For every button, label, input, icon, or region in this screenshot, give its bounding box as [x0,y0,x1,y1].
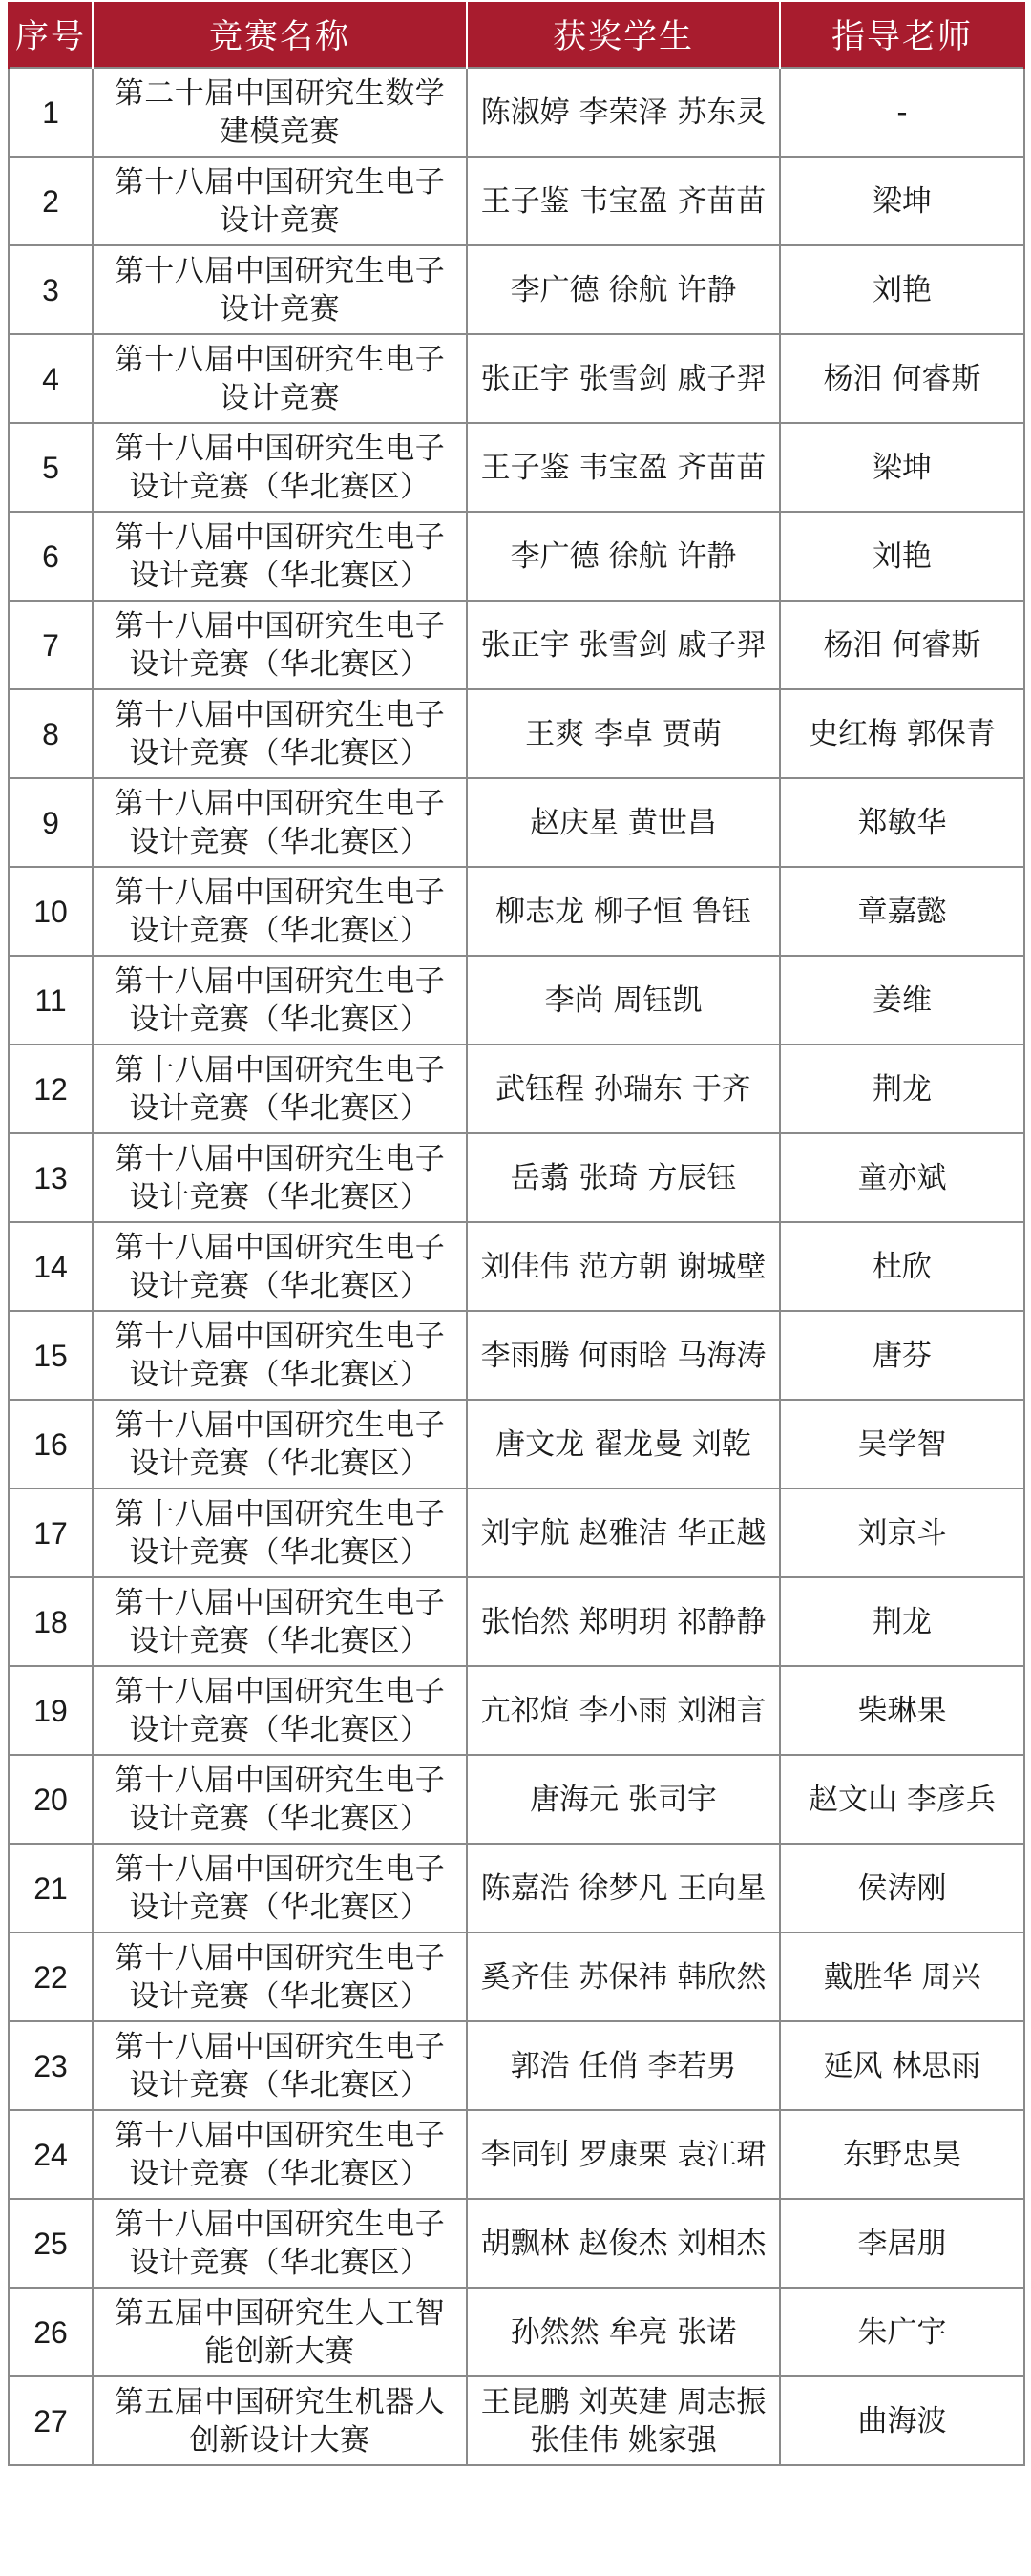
row-competition-name: 第十八届中国研究生电子设计竞赛（华北赛区） [93,956,467,1045]
table-row [9,689,1024,778]
row-serial-number: 11 [9,956,93,1045]
row-serial-number: 16 [9,1400,93,1489]
table-row [9,245,1024,334]
row-competition-name: 第十八届中国研究生电子设计竞赛（华北赛区） [93,1666,467,1755]
row-serial-number: 22 [9,1932,93,2021]
row-students: 李同钊 罗康栗 袁江珺 [467,2110,780,2199]
table-row [9,1489,1024,1577]
row-advisors: 赵文山 李彦兵 [780,1755,1024,1844]
table-row [9,1577,1024,1666]
table-row [9,1400,1024,1489]
table-row [9,2376,1024,2465]
row-serial-number: 27 [9,2376,93,2465]
table-row [9,1311,1024,1400]
table-row [9,157,1024,245]
table-body [9,68,1024,2465]
row-students: 武钰程 孙瑞东 于齐 [467,1045,780,1133]
row-advisors: 东野忠昊 [780,2110,1024,2199]
row-serial-number: 23 [9,2021,93,2110]
row-competition-name: 第十八届中国研究生电子设计竞赛（华北赛区） [93,1133,467,1222]
row-students: 李广德 徐航 许静 [467,512,780,601]
row-advisors: 侯涛刚 [780,1844,1024,1932]
row-students: 王子鉴 韦宝盈 齐苗苗 [467,423,780,512]
row-advisors: 唐芬 [780,1311,1024,1400]
row-competition-name: 第十八届中国研究生电子设计竞赛 [93,334,467,423]
row-students: 陈嘉浩 徐梦凡 王向星 [467,1844,780,1932]
table-row [9,2021,1024,2110]
row-advisors: 杨汨 何睿斯 [780,334,1024,423]
row-competition-name: 第十八届中国研究生电子设计竞赛（华北赛区） [93,1755,467,1844]
row-serial-number: 25 [9,2199,93,2288]
row-serial-number: 8 [9,689,93,778]
row-students: 唐文龙 翟龙曼 刘乾 [467,1400,780,1489]
row-students: 岳翥 张琦 方辰钰 [467,1133,780,1222]
row-serial-number: 3 [9,245,93,334]
row-serial-number: 7 [9,601,93,689]
table-row [9,2199,1024,2288]
table-row [9,423,1024,512]
row-competition-name: 第十八届中国研究生电子设计竞赛（华北赛区） [93,2110,467,2199]
row-competition-name: 第十八届中国研究生电子设计竞赛（华北赛区） [93,1844,467,1932]
row-advisors: 郑敏华 [780,778,1024,867]
row-competition-name: 第十八届中国研究生电子设计竞赛（华北赛区） [93,1045,467,1133]
row-students: 张怡然 郑明玥 祁静静 [467,1577,780,1666]
table-row [9,956,1024,1045]
table-row [9,778,1024,867]
table-header-row [9,2,1024,68]
row-advisors: 史红梅 郭保青 [780,689,1024,778]
row-competition-name: 第十八届中国研究生电子设计竞赛（华北赛区） [93,601,467,689]
row-competition-name: 第十八届中国研究生电子设计竞赛（华北赛区） [93,1489,467,1577]
row-students: 李雨腾 何雨晗 马海涛 [467,1311,780,1400]
header-winning-students: 获奖学生 [467,2,780,68]
row-advisors: 吴学智 [780,1400,1024,1489]
row-competition-name: 第十八届中国研究生电子设计竞赛（华北赛区） [93,1222,467,1311]
row-students: 奚齐佳 苏保祎 韩欣然 [467,1932,780,2021]
table-row [9,2288,1024,2376]
row-serial-number: 9 [9,778,93,867]
row-advisors: 童亦斌 [780,1133,1024,1222]
row-advisors: 杜欣 [780,1222,1024,1311]
row-advisors: 李居朋 [780,2199,1024,2288]
row-students: 亢祁煊 李小雨 刘湘言 [467,1666,780,1755]
row-students: 刘宇航 赵雅洁 华正越 [467,1489,780,1577]
row-students: 张正宇 张雪剑 戚子羿 [467,601,780,689]
table-row [9,1222,1024,1311]
table-row [9,867,1024,956]
row-advisors: 刘艳 [780,512,1024,601]
row-serial-number: 14 [9,1222,93,1311]
row-serial-number: 13 [9,1133,93,1222]
row-competition-name: 第十八届中国研究生电子设计竞赛（华北赛区） [93,423,467,512]
row-advisors: - [780,68,1024,157]
table-row [9,68,1024,157]
row-advisors: 戴胜华 周兴 [780,1932,1024,2021]
row-serial-number: 6 [9,512,93,601]
row-serial-number: 19 [9,1666,93,1755]
table-row [9,334,1024,423]
row-advisors: 荆龙 [780,1045,1024,1133]
row-serial-number: 21 [9,1844,93,1932]
table-row [9,1666,1024,1755]
row-students: 孙然然 牟亮 张诺 [467,2288,780,2376]
row-advisors: 刘艳 [780,245,1024,334]
row-students: 李广德 徐航 许静 [467,245,780,334]
row-advisors: 柴琳果 [780,1666,1024,1755]
row-competition-name: 第十八届中国研究生电子设计竞赛（华北赛区） [93,689,467,778]
row-competition-name: 第五届中国研究生人工智能创新大赛 [93,2288,467,2376]
header-competition-name: 竞赛名称 [93,2,467,68]
row-competition-name: 第十八届中国研究生电子设计竞赛（华北赛区） [93,2199,467,2288]
row-students: 王昆鹏 刘英建 周志振 张佳伟 姚家强 [467,2376,780,2465]
row-competition-name: 第十八届中国研究生电子设计竞赛（华北赛区） [93,2021,467,2110]
row-competition-name: 第十八届中国研究生电子设计竞赛 [93,157,467,245]
row-advisors: 刘京斗 [780,1489,1024,1577]
row-serial-number: 20 [9,1755,93,1844]
row-competition-name: 第十八届中国研究生电子设计竞赛（华北赛区） [93,1400,467,1489]
row-serial-number: 17 [9,1489,93,1577]
row-advisors: 章嘉懿 [780,867,1024,956]
table-row [9,1755,1024,1844]
row-students: 郭浩 任俏 李若男 [467,2021,780,2110]
row-students: 陈淑婷 李荣泽 苏东灵 [467,68,780,157]
row-competition-name: 第十八届中国研究生电子设计竞赛（华北赛区） [93,1932,467,2021]
row-serial-number: 24 [9,2110,93,2199]
row-competition-name: 第十八届中国研究生电子设计竞赛（华北赛区） [93,512,467,601]
row-competition-name: 第十八届中国研究生电子设计竞赛（华北赛区） [93,1311,467,1400]
row-advisors: 梁坤 [780,423,1024,512]
header-serial-number: 序号 [9,2,93,68]
row-advisors: 杨汨 何睿斯 [780,601,1024,689]
row-competition-name: 第二十届中国研究生数学建模竞赛 [93,68,467,157]
row-students: 胡飘林 赵俊杰 刘相杰 [467,2199,780,2288]
row-competition-name: 第五届中国研究生机器人创新设计大赛 [93,2376,467,2465]
row-competition-name: 第十八届中国研究生电子设计竞赛（华北赛区） [93,867,467,956]
table-row [9,1045,1024,1133]
row-advisors: 朱广宇 [780,2288,1024,2376]
row-students: 刘佳伟 范方朝 谢城壁 [467,1222,780,1311]
table-row [9,512,1024,601]
row-competition-name: 第十八届中国研究生电子设计竞赛 [93,245,467,334]
row-students: 王子鉴 韦宝盈 齐苗苗 [467,157,780,245]
row-serial-number: 4 [9,334,93,423]
row-students: 赵庆星 黄世昌 [467,778,780,867]
table-row [9,1932,1024,2021]
row-advisors: 曲海波 [780,2376,1024,2465]
row-advisors: 姜维 [780,956,1024,1045]
row-serial-number: 18 [9,1577,93,1666]
row-students: 李尚 周钰凯 [467,956,780,1045]
award-table [8,2,1025,2466]
row-serial-number: 26 [9,2288,93,2376]
row-serial-number: 2 [9,157,93,245]
table-row [9,1133,1024,1222]
row-serial-number: 1 [9,68,93,157]
row-serial-number: 15 [9,1311,93,1400]
row-students: 王爽 李卓 贾萌 [467,689,780,778]
row-serial-number: 10 [9,867,93,956]
row-students: 柳志龙 柳子恒 鲁钰 [467,867,780,956]
row-advisors: 荆龙 [780,1577,1024,1666]
row-advisors: 延风 林思雨 [780,2021,1024,2110]
table-row [9,601,1024,689]
header-advisors: 指导老师 [780,2,1024,68]
table-row [9,2110,1024,2199]
row-students: 张正宇 张雪剑 戚子羿 [467,334,780,423]
row-competition-name: 第十八届中国研究生电子设计竞赛（华北赛区） [93,1577,467,1666]
row-students: 唐海元 张司宇 [467,1755,780,1844]
row-competition-name: 第十八届中国研究生电子设计竞赛（华北赛区） [93,778,467,867]
table-row [9,1844,1024,1932]
row-serial-number: 5 [9,423,93,512]
row-serial-number: 12 [9,1045,93,1133]
row-advisors: 梁坤 [780,157,1024,245]
